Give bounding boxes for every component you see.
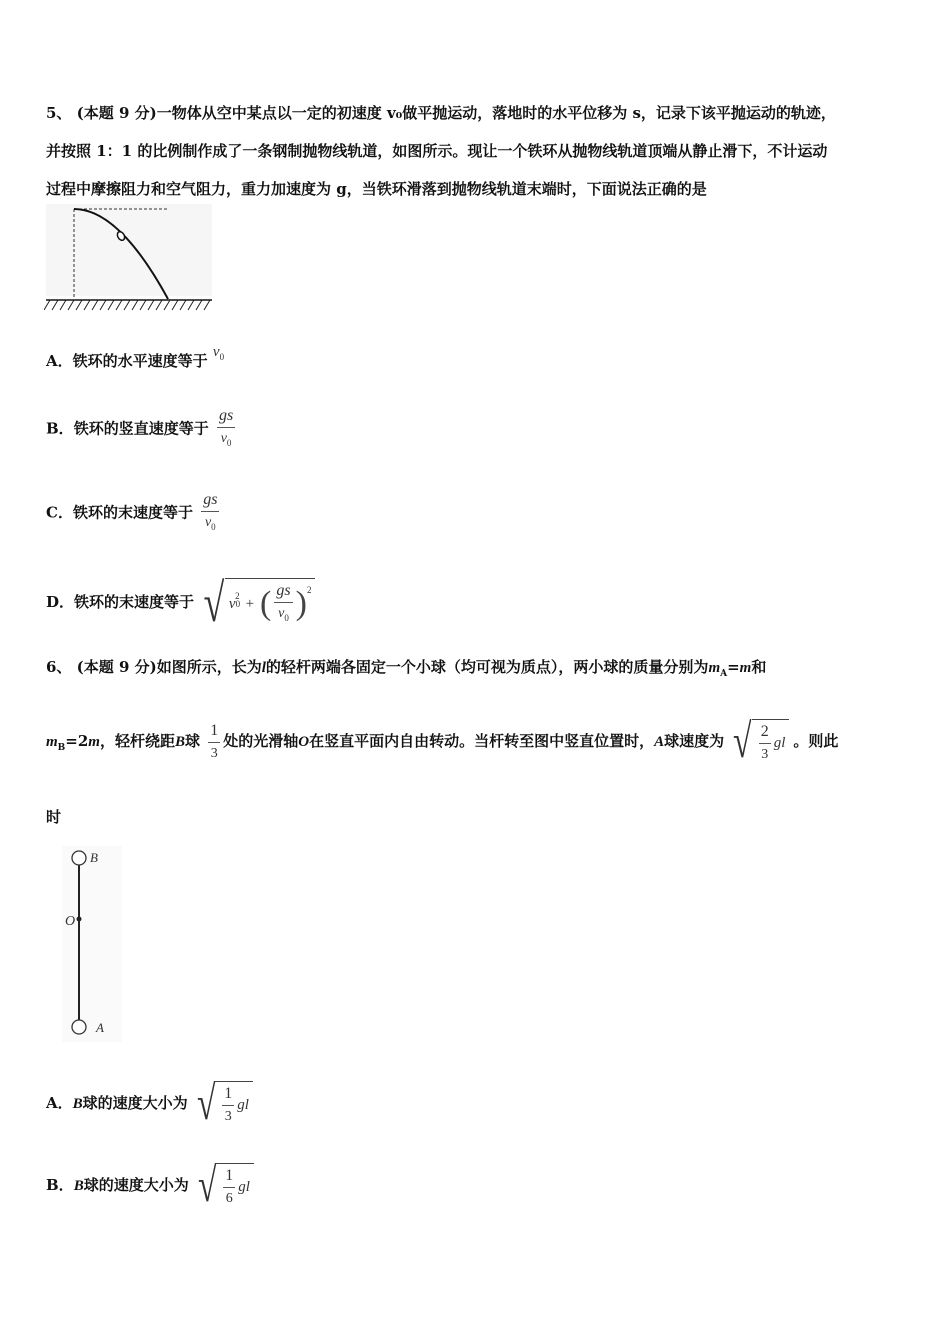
q5-stem-line1: 5、 (本题 9 分)一物体从空中某点以一定的初速度 v₀做平抛运动，落地时的水平位移为 s，记录下该平抛运动的轨迹， (46, 104, 836, 122)
q5-stem-line2: 并按照 1：1 的比例制作成了一条钢制抛物线轨道，如图所示。现让一个铁环从抛物线轨道顶端从静止滑下，不计运动 (46, 142, 828, 160)
q6-option-b[interactable]: B．B球的速度大小为 √ $\frac{1}{6}$ gl (46, 1162, 254, 1210)
ground-hatch (44, 300, 210, 310)
parabola-track-figure (44, 204, 216, 314)
formula-gs-over-v0: $\frac{gs}{v_0}$ (218, 407, 234, 448)
ball-a (72, 1020, 86, 1034)
option-label: D． (46, 593, 75, 611)
option-text: 铁环的末速度等于 (72, 503, 193, 522)
axis-o (77, 917, 82, 922)
q6-stem-line2: $m_B=2m$，轻杆绕距B球 $\frac{1}{3}$ 处的光滑轴O在竖直平面内自由转动。当杆转至图中竖直位置时，A球速度为 √ $\frac{2}{3}$ gl 。则此 (46, 715, 839, 768)
q5-option-c[interactable] (46, 490, 222, 537)
formula-sqrt-one-sixth-gl: √ $\frac{1}{6}$ gl (194, 1162, 254, 1210)
q6-option-a[interactable]: A．B球的速度大小为 √ $\frac{1}{3}$ gl (46, 1080, 253, 1128)
label-o: O (65, 914, 76, 929)
option-text: 铁环的末速度等于 (74, 593, 195, 611)
q5-option-b[interactable] (46, 406, 238, 453)
figure-background (46, 204, 212, 296)
label-a: A (96, 1020, 104, 1035)
formula-gs-over-v0: $\frac{gs}{v_0}$ (203, 491, 218, 532)
q5-option-d[interactable] (46, 573, 315, 633)
option-text: 铁环的水平速度等于 (72, 352, 208, 370)
option-text: 铁环的竖直速度等于 (73, 419, 209, 438)
formula-one-third: $\frac{1}{3}$ (210, 721, 219, 761)
ball-b (72, 851, 86, 865)
option-text: 球的速度大小为 (82, 1094, 188, 1112)
figure-background (62, 846, 122, 1042)
option-text: 球的速度大小为 (83, 1176, 189, 1194)
q5-stem-line3: 过程中摩擦阻力和空气阻力，重力加速度为 g，当铁环滑落到抛物线轨道末端时，下面说法正确的是 (46, 180, 707, 198)
option-label: B． (46, 1176, 74, 1194)
option-label: A． (46, 1094, 73, 1112)
rod-figure (62, 846, 122, 1042)
option-label: A． (46, 352, 73, 370)
q6-stem-line3: 时 (46, 808, 62, 826)
q6-stem-line1: 6、 (本题 9 分)如图所示，长为l的轻杆两端各固定一个小球（均可视为质点），两小球的质量分别为$m_A=m$和 (46, 658, 767, 679)
q5-option-a[interactable] (46, 344, 225, 372)
formula-sqrt-two-thirds-gl: √ $\frac{2}{3}$ gl (729, 718, 789, 766)
option-label: B． (46, 419, 74, 438)
formula-sqrt-one-third-gl: √ $\frac{1}{3}$ gl (193, 1080, 253, 1128)
option-label: C． (46, 503, 73, 522)
formula-final-speed: √ v 0 2 + ( $\frac{gs}{v_0}$ ) 2 (199, 576, 315, 630)
label-b: B (90, 850, 98, 865)
formula-v0: $v_0$ (212, 344, 225, 362)
